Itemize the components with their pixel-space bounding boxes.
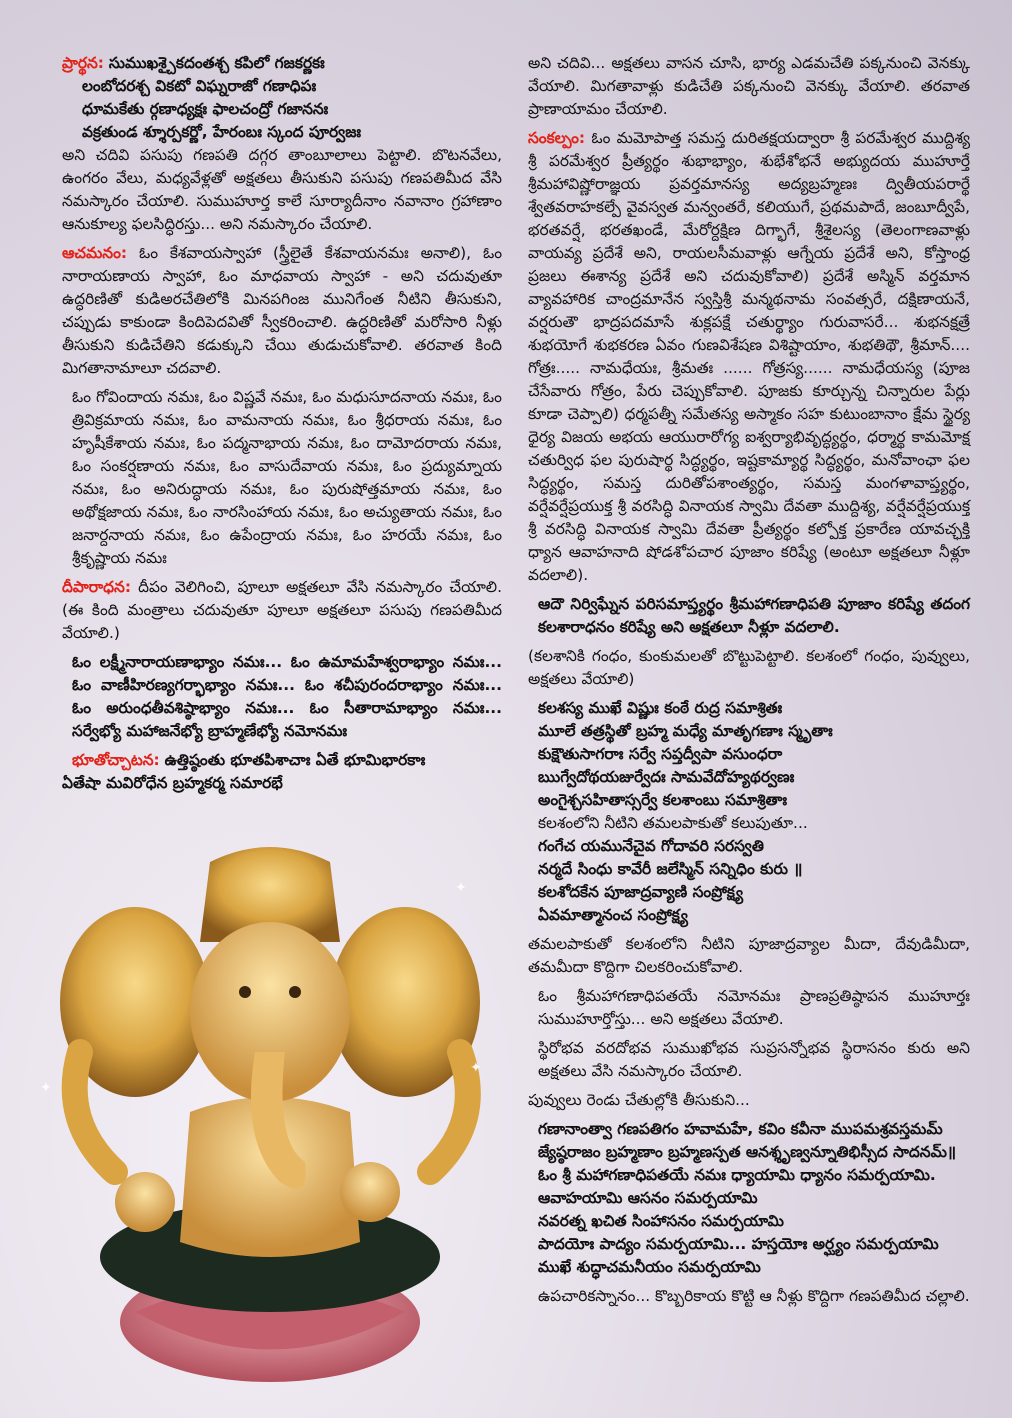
left-column [62,52,502,801]
puvvulu-text: పువ్వులు రెండు చేతుల్లోకి తీసుకుని... [528,1091,750,1109]
intro-text: అని చదివి... అక్షతలు వాసన చూసి, భార్య ఎడమచేతి పక్కనుంచి వెనక్కు వేయాలి. మిగతావాళ్లు కుడిచేతి పక్కనుంచి వెనక్కు వేయాలి. తరవాత ప్రాణాయామం చేయాలి. [528,54,970,118]
verse-line: మూలే తత్రస్థితో బ్రహ్మ మధ్యే మాతృగణాః స్మృతాః [538,722,833,740]
prardhana-verse-line: ధూమకేతు ర్గణాధ్యక్షః ఫాలచంద్రో గజాననః [82,100,329,118]
bhuta-text: ఉత్తిష్ఠంతు భూతపిశాచాః ఏతే భూమిభారకాః [164,751,426,769]
deepa-section [62,576,502,645]
tamala-instructions: తమలపాకుతో కలశంలోని నీటిని పూజాద్రవ్యాల మీదా, దేవుడిమీదా, తమమీదా కొద్దిగా చిలకరించుకోవాలి. [528,935,970,976]
verse-line: జ్యేష్ఠరాజం బ్రహ్మణాం బ్రహ్మణస్పత ఆనశ్శృణ్వన్నూతిభిస్సీద సాదనమ్॥ [538,1143,957,1161]
sparkle-icon: ✦ [455,880,467,896]
achamanam-section [62,242,502,380]
verse-line: ఋగ్వేదోథయజుర్వేదః సామవేదోహ్యథర్వణః [538,768,795,786]
verse-line: ఆవాహయామి ఆసనం సమర్పయామి [538,1189,758,1207]
adau-text: ఆదౌ నిర్విఘ్నేన పరిసమాప్త్యర్థం శ్రీమహాగణాధిపతి పూజాం కరిష్యే తదంగ కలశారాధనం కరిష్యే అని అక్షతలూ నీళ్లూ వదలాలి. [538,595,970,636]
sthira-text: స్థిరోభవ వరదోభవ సుముఖోభవ సుప్రసన్నోభవ స్థిరాసనం కురు అని అక్షతలు వేసి నమస్కారం చేయాలి. [538,1039,970,1080]
tamala-text: కలశంలోని నీటిని తమలపాకుతో కలుపుతూ... [538,814,808,832]
sankalpa-heading: సంకల్పం: [528,129,586,147]
lakshmi-mantra: ఓం లక్ష్మీనారాయణాభ్యాం నమః... ఓం ఉమామహేశ్వరాభ్యాం నమః... ఓం వాణీహిరణ్యగర్భాభ్యాం నమః... ఓం శచీపురందరాభ్యాం నమః... ఓం అరుంధతీవశిష్ఠాభ్యాం నమః... ఓం సీతారామాభ్యాం నమః... సర్వేభ్యో మహాజనేభ్యో బ్రాహ్మణేభ్యో నమోనమః [72,653,502,740]
sparkle-icon: ✦ [470,1060,482,1076]
kalasha-instructions: (కలశానికి గంధం, కుంకుమలతో బొట్టుపెట్టాలి. కలశంలో గంధం, పువ్వులు, అక్షతలు వేయాలి) [528,647,970,688]
prardhana-section [62,52,502,236]
bhuta-section [62,749,502,795]
right-column [528,52,970,1314]
verse-line: కలశోదకేన పూజాద్రవ్యాణి సంప్రోక్ష్య [538,883,744,901]
bhuta-line2: ఏతేషా మవిరోధేన బ్రహ్మకర్మ సమారభే [62,774,283,792]
verse-line: ఓం శ్రీ మహాగణాధిపతయే నమః ధ్యాయామి ధ్యానం సమర్పయామి. [538,1166,936,1184]
verse-line: నవరత్న ఖచిత సింహాసనం సమర్పయామి [538,1212,784,1230]
sankalpa-text: ఓం మమోపాత్త సమస్త దురితక్షయద్వారా శ్రీ పరమేశ్వర ముద్దిశ్య శ్రీ పరమేశ్వర ప్రీత్యర్థం శుభాభ్యాం, శుభేశోభనే అభ్యుదయ ముహూర్తే శ్రీమహావిష్ణోరాజ్ఞయ ప్రవర్తమానస్య అద్యబ్రహ్మణః ద్వితీయపరార్థే శ్వేతవరాహకల్పే వైవస్వత మన్వంతరే, కలియుగే, ప్రథమపాదే, జంబూద్వీపే, భరతవర్షే, భరతఖండే, మేరోర్దక్షిణ దిగ్భాగే, శ్రీశైలస్య (తెలంగాణవాళ్లు వాయవ్య ప్రదేశే అని, రాయలసీమవాళ్లు ఆగ్నేయ ప్రదేశే అని, కోస్తాంధ్ర ప్రజలు ఈశాన్య ప్రదేశే అని చదువుకోవాలి) ప్రదేశే అస్మిన్ వర్తమాన వ్యావహారిక చాంద్రమానేన స్వస్తిశ్రీ మన్మథనామ సంవత్సరే, దక్షిణాయనే, వర్షరుతౌ భాద్రపదమాసే శుక్లపక్షే చతుర్థ్యాం గురువాసరే... శుభనక్షత్రే శుభయోగే శుభకరణ ఏవం గుణవిశేషణ విశిష్టాయాం, శుభతిథౌ, శ్రీమాన్.... గోత్రః..... నామధేయః, శ్రీమతః ...... గోత్రస్య...... నామధేయస్య (పూజ చేసేవారు గోత్రం, పేరు చెప్పుకోవాలి. పూజకు కూర్చున్న చిన్నారుల పేర్లు కూడా చెప్పాలి) ధర్మపత్నీ సమేతస్య అస్మాకం సహ కుటుంబానాం క్షేమ స్థైర్య ధైర్య విజయ అభయ ఆయురారోగ్య ఐశ్వర్యాభివృద్ధ్యర్థం, ధర్మార్థ కామమోక్ష చతుర్విధ ఫల పురుషార్థ సిద్ధ్యర్థం, ఇష్టకామ్యార్థ సిద్ధ్యర్థం, మనోవాంఛా ఫల సిద్ధ్యర్థం, సమస్త దురితోపశాంత్యర్థం, సమస్త మంగళావాప్త్యర్థం, వర్షేవర్షేప్రయుక్త శ్రీ వరసిద్ధి వినాయక స్వామి దేవతా ముద్దిశ్య, వర్షేవర్షేప్రయుక్త శ్రీ వరసిద్ధి వినాయక స్వామి దేవతా ప్రీత్యర్థం కల్పోక్త ప్రకారేణ యావచ్ఛక్తి ధ్యాన ఆవాహనాది షోడశోపచార పూజాం కరిష్యే (అంటూ అక్షతలూ నీళ్లూ వదలాలి). [528,129,970,584]
verse-line: ముఖే శుద్ధాచమనీయం సమర్పయామి [538,1258,761,1276]
verse-line: కలశస్య ముఖే విష్ణుః కంఠే రుద్ర సమాశ్రితః [538,699,783,717]
verse-line: నర్మదే సింధు కావేరీ జలేస్మిన్ సన్నిధిం కురు ॥ [538,860,803,878]
deepa-text: దీపం వెలిగించి, పూలూ అక్షతలూ వేసి నమస్కారం చేయాలి. (ఈ కింది మంత్రాలు చదువుతూ పూలూ అక్షతలూ పసుపు గణపతిమీద వేయాలి.) [62,578,502,642]
prardhana-verse-line: లంబోదరశ్చ వికటో విఘ్నరాజో గణాధిపః [82,77,317,95]
ganesha-idol-icon [40,842,510,1402]
kalasha-verse [528,697,970,927]
vishnu-names: ఓం గోవిందాయ నమః, ఓం విష్ణవే నమః, ఓం మధుసూదనాయ నమః, ఓం త్రివిక్రమాయ నమః, ఓం వామనాయ నమః, ఓం శ్రీధరాయ నమః, ఓం హృషీకేశాయ నమః, ఓం పద్మనాభాయ నమః, ఓం దామోదరాయ నమః, ఓం సంకర్షణాయ నమః, ఓం వాసుదేవాయ నమః, ఓం ప్రద్యుమ్నాయ నమః, ఓం అనిరుద్ధాయ నమః, ఓం పురుషోత్తమాయ నమః, ఓం అథోక్షజాయ నమః, ఓం నారసింహాయ నమః, ఓం అచ్యుతాయ నమః, ఓం జనార్దనాయ నమః, ఓం ఉపేంద్రాయ నమః, ఓం హరయే నమః, ఓం శ్రీకృష్ణాయ నమః [72,388,502,567]
achamanam-heading: ఆచమనం: [62,244,128,262]
deepa-heading: దీపారాధన: [62,578,131,596]
achamanam-text: ఓం కేశవాయస్వాహా (స్త్రీలైతే కేశవాయనమః అనాలి), ఓం నారాయణాయ స్వాహా, ఓం మాధవాయ స్వాహా - అని చదువుతూ ఉద్ధరిణితో కుడిఅరచేతిలోకి మినపగింజ మునిగేంత నీటిని తీసుకుని, చప్పుడు కాకుండా కిందిపెదవితో స్వీకరించాలి. ఉద్ధరిణితో మరోసారి నీళ్లు తీసుకుని కుడిచేతిని కడుక్కుని చేయి తుడుచుకోవాలి. తరవాత కింది మిగతానామాలూ చదవాలి. [62,244,502,377]
prardhana-instructions: అని చదివి పసుపు గణపతి దగ్గర తాంబూలాలు పెట్టాలి. బొటనవేలు, ఉంగరం వేలు, మధ్యవేళ్లతో అక్షతలు తీసుకుని పసుపు గణపతిమీద వేసి నమస్కారం చేయాలి. సుముహూర్త కాలే సూర్యాదీనాం నవానాం గ్రహాణాం ఆనుకూల్య ఫలసిద్ధిరస్తు... అని నమస్కారం చేయాలి. [62,146,502,233]
prardhana-verse-line: సుముఖశ్చైకదంతశ్చ కపిలో గజకర్ణకః [108,54,325,72]
verse-line: అంగైశ్చసహితాస్సర్వే కలశాంబు సమాశ్రితాః [538,791,788,809]
verse-line: కుక్షౌతుసాగరాః సర్వే సప్తద్వీపా వసుంధరా [538,745,783,763]
sankalpa-section [528,127,970,587]
prana-text: ఓం శ్రీమహాగణాధిపతయే నమోనమః ప్రాణప్రతిష్ఠాపన ముహూర్తః సుముహూర్తోస్తు... అని అక్షతలు వేయాలి. [538,987,970,1028]
sparkle-icon: ✦ [40,1080,52,1096]
prardhana-heading: ప్రార్థన: [62,54,104,72]
ganapati-verse [528,1118,970,1279]
upachara-text: ఉపచారికస్నానం... కొబ్బరికాయ కొట్టి ఆ నీళ్లు కొద్దిగా గణపతిమీద చల్లాలి. [538,1287,970,1305]
bhuta-heading: భూతోచ్చాటన: [72,751,160,769]
verse-line: పాదయోః పాద్యం సమర్పయామి... హస్తయోః అర్ఘ్యం సమర్పయామి [538,1235,939,1253]
verse-line: గంగేచ యమునేచైవ గోదావరి సరస్వతి [538,837,764,855]
prardhana-verse-line: వక్రతుండ శ్శూర్పకర్ణో, హేరంబః స్కంద పూర్వజః [82,123,362,141]
verse-line: గణానాంత్వా గణపతిగం హవామహే, కవిం కవీనా ముపమశ్రవస్తమమ్ [538,1120,943,1138]
verse-line: ఏవమాత్మానంచ సంప్రోక్ష్య [538,906,689,924]
